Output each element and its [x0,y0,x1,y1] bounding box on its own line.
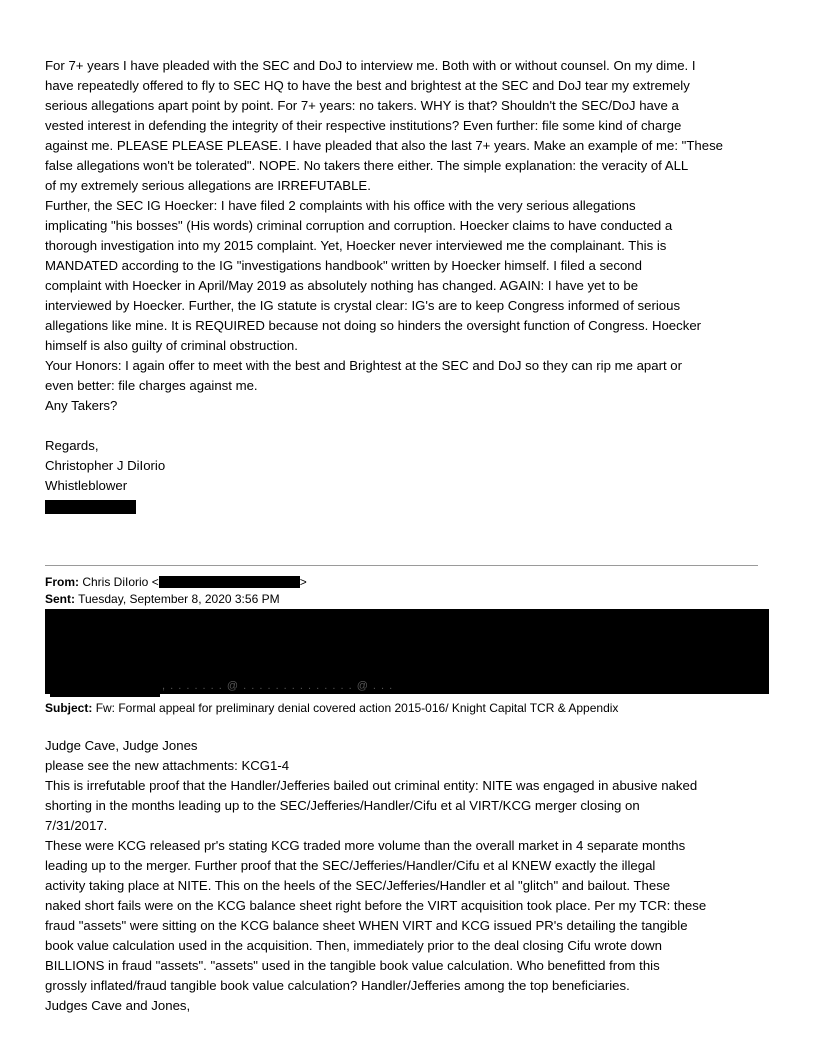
signoff-line: Regards, [45,438,99,453]
email-body-forwarded [45,736,775,1016]
cut-off-text: , . . . . . . . @ . . . . . . . . . . . . . . @ . . . [162,680,394,692]
signature-name: Christopher J DiIorio [45,458,166,473]
signature-title: Whistleblower [45,478,128,493]
sent-row [45,591,775,608]
body-line: grossly inflated/fraud tangible book value calculation? Handler/Jefferies among the top beneficiaries. [45,978,630,993]
subject-label: Subject: [45,701,93,715]
from-close: > [299,575,307,589]
body-line: thorough investigation into my 2015 complaint. Yet, Hoecker never interviewed me the complainant. This is [45,238,667,253]
body-line: leading up to the merger. Further proof that the SEC/Jefferies/Handler/Cifu et al KNEW exactly the illegal [45,858,656,873]
body-line: Further, the SEC IG Hoecker: I have filed 2 complaints with his office with the very serious allegations [45,198,636,213]
email-body-top [45,56,775,516]
signature-redaction-line [45,496,775,516]
redaction-box [159,576,300,588]
body-line: even better: file charges against me. [45,378,258,393]
body-line: For 7+ years I have pleaded with the SEC and DoJ to interview me. Both with or without counsel. On my dime. I [45,58,696,73]
forward-header-subject [45,700,775,717]
greeting: Judge Cave, Judge Jones [45,738,198,753]
body-line: allegations like mine. It is REQUIRED because not doing so hinders the oversight function of Congress. Hoecker [45,318,702,333]
from-row [45,574,775,591]
forward-header-from-sent [45,574,775,608]
document-page [45,56,775,516]
body-line: book value calculation used in the acquisition. Then, immediately prior to the deal closing Cifu wrote down [45,938,662,953]
body-line: implicating "his bosses" (His words) criminal corruption and corruption. Hoecker claims to have conducted a [45,218,673,233]
body-line: MANDATED according to the IG "investigations handbook" written by Hoecker himself. I filed a second [45,258,642,273]
body-line: complaint with Hoecker in April/May 2019 as absolutely nothing has changed. AGAIN: I have yet to be [45,278,639,293]
body-line: against me. PLEASE PLEASE PLEASE. I have pleaded that also the last 7+ years. Make an example of me: "These [45,138,723,153]
body-line: please see the new attachments: KCG1-4 [45,758,290,773]
redacted-recipient-fragment [50,680,470,697]
body-line: Your Honors: I again offer to meet with the best and Brightest at the SEC and DoJ so they can rip me apart or [45,358,683,373]
from-name: Chris DiIorio < [82,575,159,589]
body-line: This is irrefutable proof that the Handler/Jefferies bailed out criminal entity: NITE was engaged in abusive naked [45,778,698,793]
body-line: false allegations won't be tolerated". NOPE. No takers there either. The simple explanation: the veracity of ALL [45,158,689,173]
from-label: From: [45,575,79,589]
message-divider [45,565,758,566]
body-line: interviewed by Hoecker. Further, the IG statute is crystal clear: IG's are to keep Congress informed of serious [45,298,681,313]
body-line: These were KCG released pr's stating KCG traded more volume than the overall market in 4 separate months [45,838,686,853]
body-line: himself is also guilty of criminal obstruction. [45,338,298,353]
body-line: Any Takers? [45,398,118,413]
subject-value: Fw: Formal appeal for preliminary denial covered action 2015-016/ Knight Capital TCR & Appendix [95,701,619,715]
sent-value: Tuesday, September 8, 2020 3:56 PM [78,592,280,606]
body-line: vested interest in defending the integrity of their respective institutions? Even further: file some kind of charge [45,118,682,133]
body-line: naked short fails were on the KCG balance sheet right before the VIRT acquisition took place. Per my TCR: these [45,898,707,913]
redaction-box [45,500,136,514]
redaction-block [45,609,769,694]
redaction-box [50,687,160,697]
body-line: have repeatedly offered to fly to SEC HQ to have the best and brightest at the SEC and DoJ tear my extremely [45,78,690,93]
blank-line [45,416,775,436]
body-line: serious allegations apart point by point. For 7+ years: no takers. WHY is that? Shouldn't the SEC/DoJ have a [45,98,679,113]
body-line: fraud "assets" were sitting on the KCG balance sheet WHEN VIRT and KCG issued PR's detailing the tangible [45,918,688,933]
body-line: BILLIONS in fraud "assets". "assets" used in the tangible book value calculation. Who benefitted from this [45,958,660,973]
body-line: activity taking place at NITE. This on the heels of the SEC/Jefferies/Handler et al "glitch" and bailout. These [45,878,671,893]
sent-label: Sent: [45,592,75,606]
body-line: 7/31/2017. [45,818,108,833]
body-line: shorting in the months leading up to the SEC/Jefferies/Handler/Cifu et al VIRT/KCG merger closing on [45,798,640,813]
body-line: Judges Cave and Jones, [45,998,191,1013]
body-line: of my extremely serious allegations are IRREFUTABLE. [45,178,371,193]
